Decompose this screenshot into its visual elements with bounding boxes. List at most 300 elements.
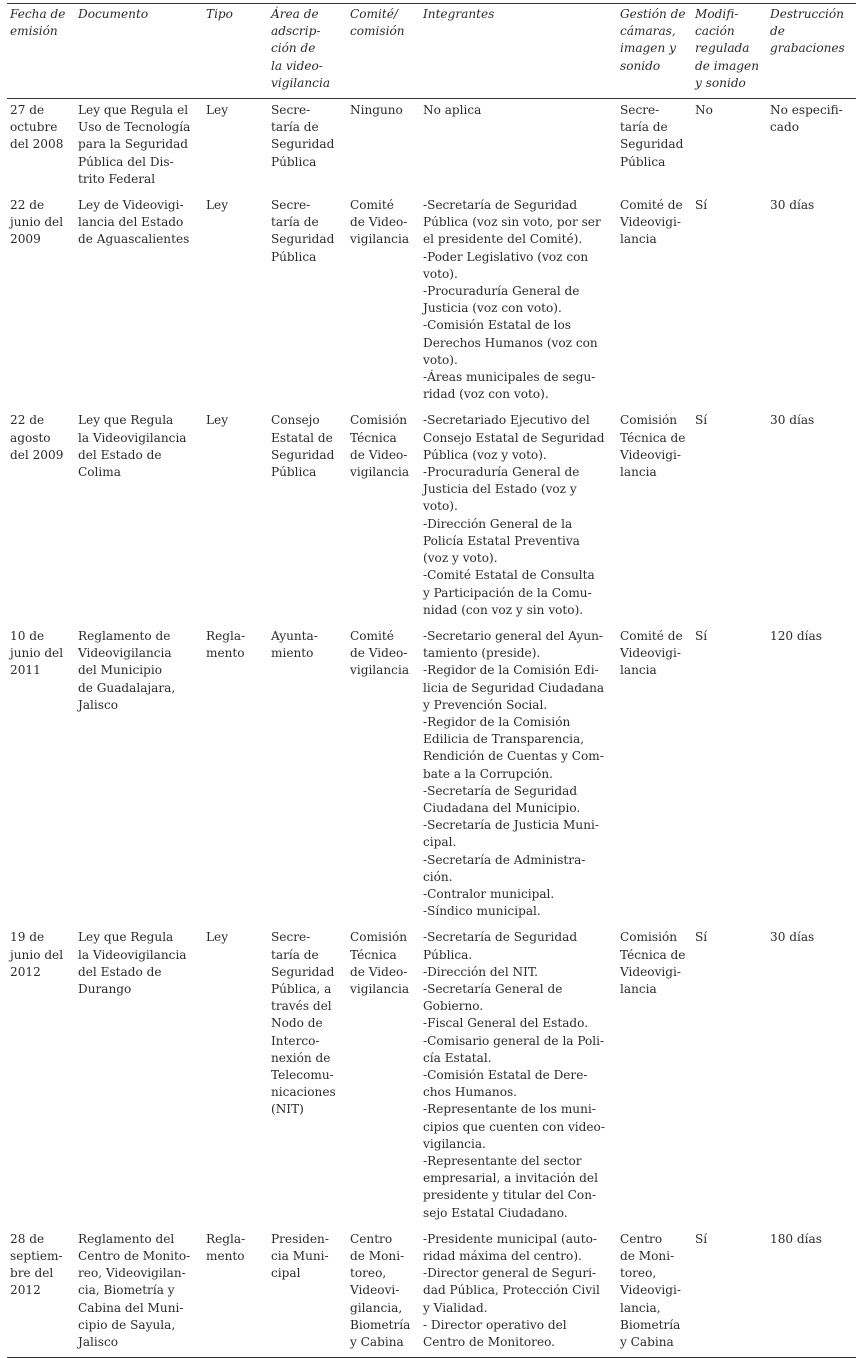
cell-text-line: - Director operativo del [423, 1317, 567, 1332]
cell-text-line: cia Muni- [271, 1249, 329, 1264]
header-text-line: Gestión de [620, 7, 686, 21]
cell-gestion-camaras [617, 194, 692, 409]
header-text-line: Integrantes [423, 7, 495, 21]
cell-text-line: -Áreas municipales de segu- [423, 370, 596, 385]
header-text-line: vigilancia [271, 75, 331, 90]
cell-text-line: junio del [10, 646, 64, 661]
cell-text-line: No aplica [423, 103, 482, 118]
cell-text-line: No especifi- [770, 103, 843, 118]
cell-text-line: Videovi- [350, 1283, 400, 1298]
cell-tipo [203, 926, 268, 1227]
cell-text-line: Centro de Monitoreo. [423, 1335, 556, 1350]
cell-text-line: 2012 [10, 964, 41, 979]
cell-text-line: del Estado de [78, 447, 162, 462]
cell-modificacion-regulada [692, 926, 767, 1227]
table-row [7, 926, 856, 1227]
header-text-line: y sonido [695, 75, 746, 90]
cell-text-line: Ley que Regula [78, 930, 174, 945]
header-text-line: comisión [350, 24, 405, 39]
cell-integrantes [420, 409, 617, 624]
header-text-line: ción de [271, 41, 316, 56]
cell-text-line: lancia, [620, 1300, 661, 1315]
cell-text-line: trito Federal [78, 171, 156, 186]
cell-tipo [203, 99, 268, 195]
cell-tipo [203, 409, 268, 624]
cell-text-line: 22 de [10, 198, 45, 213]
cell-text-line: 30 días [770, 198, 815, 213]
cell-text-line: -Presidente municipal (auto- [423, 1231, 597, 1246]
cell-text-line: Técnica [350, 430, 397, 445]
cell-comite-comision [347, 625, 420, 926]
cell-text-line: y Vialidad. [423, 1300, 488, 1315]
cell-area-adscripcion [268, 625, 347, 926]
cell-text-line: Ciudadana del Municipio. [423, 800, 581, 815]
cell-text-line: Comité de [620, 628, 683, 643]
cell-modificacion-regulada [692, 625, 767, 926]
cell-text-line: 2011 [10, 663, 41, 678]
cell-text-line: Ley [206, 198, 229, 213]
cell-text-line: reo, Videovigilan- [78, 1266, 186, 1281]
table-row [7, 625, 856, 926]
cell-text-line: Técnica de [620, 430, 686, 445]
cell-documento [75, 409, 203, 624]
cell-gestion-camaras [617, 625, 692, 926]
cell-text-line: de Guadalajara, [78, 680, 176, 695]
cell-text-line: -Secretaría General de [423, 981, 563, 996]
cell-text-line: de Moni- [350, 1249, 405, 1264]
cell-text-line: Pública [620, 154, 666, 169]
cell-text-line: el presidente del Comité). [423, 232, 583, 247]
header-text-line: Tipo [206, 7, 233, 21]
cell-text-line: ción. [423, 869, 453, 884]
header-text-line: cación [695, 24, 735, 39]
cell-area-adscripcion [268, 926, 347, 1227]
cell-text-line: tamiento (preside). [423, 646, 541, 661]
cell-text-line: Colima [78, 465, 121, 480]
cell-text-line: taría de [271, 947, 319, 962]
cell-text-line: -Director general de Seguri- [423, 1266, 597, 1281]
cell-area-adscripcion [268, 409, 347, 624]
cell-text-line: lancia [620, 465, 657, 480]
cell-text-line: Seguridad [271, 137, 335, 152]
cell-text-line: Presiden- [271, 1231, 329, 1246]
cell-text-line: -Secretariado Ejecutivo del [423, 413, 590, 428]
cell-text-line: Sí [695, 628, 708, 643]
cell-text-line: ridad máxima del centro). [423, 1249, 582, 1264]
cell-text-line: -Secretaría de Seguridad [423, 198, 578, 213]
cell-text-line: cado [770, 120, 800, 135]
header-text-line: Comité/ [350, 7, 398, 21]
cell-text-line: Regla- [206, 1231, 246, 1246]
cell-text-line: lancia del Estado [78, 215, 184, 230]
cell-text-line: Nodo de [271, 1016, 323, 1031]
cell-text-line: vigilancia [350, 465, 410, 480]
cell-text-line: 19 de [10, 930, 45, 945]
cell-text-line: Videovigi- [620, 447, 681, 462]
cell-text-line: Comité [350, 198, 394, 213]
cell-text-line: Ley de Videovigi- [78, 198, 184, 213]
cell-text-line: nidad (con voz y sin voto). [423, 602, 584, 617]
cell-fecha-emision [7, 1228, 75, 1358]
cell-text-line: Ley [206, 413, 229, 428]
table-row [7, 1228, 856, 1358]
cell-text-line: -Dirección del NIT. [423, 964, 539, 979]
header-text-line: grabaciones [770, 41, 845, 56]
cell-text-line: Videovigi- [620, 215, 681, 230]
cell-text-line: -Representante de los muni- [423, 1102, 596, 1117]
cell-text-line: Secre- [620, 103, 660, 118]
cell-tipo [203, 194, 268, 409]
header-documento [75, 4, 203, 99]
cell-gestion-camaras [617, 926, 692, 1227]
cell-area-adscripcion [268, 194, 347, 409]
cell-integrantes [420, 99, 617, 195]
cell-documento [75, 99, 203, 195]
cell-text-line: Jalisco [78, 697, 119, 712]
header-text-line: Área de [271, 7, 319, 21]
cell-text-line: del 2009 [10, 447, 64, 462]
cell-text-line: Pública [271, 154, 317, 169]
cell-comite-comision [347, 99, 420, 195]
cell-text-line: voto). [423, 352, 458, 367]
cell-text-line: Secre- [271, 198, 311, 213]
cell-documento [75, 625, 203, 926]
cell-text-line: voto). [423, 266, 458, 281]
cell-text-line: nexión de [271, 1050, 331, 1065]
cell-destruccion-grabaciones [767, 409, 856, 624]
cell-text-line: chos Humanos. [423, 1085, 518, 1100]
cell-text-line: del 2008 [10, 137, 64, 152]
cell-destruccion-grabaciones [767, 1228, 856, 1358]
cell-text-line: Uso de Tecnología [78, 120, 191, 135]
header-modificacion-regulada [692, 4, 767, 99]
cell-text-line: Gobierno. [423, 999, 484, 1014]
cell-text-line: lancia [620, 232, 657, 247]
header-text-line: Modifi- [695, 7, 739, 21]
header-integrantes [420, 4, 617, 99]
cell-text-line: Biometría [620, 1317, 681, 1332]
cell-destruccion-grabaciones [767, 625, 856, 926]
cell-text-line: Justicia del Estado (voz y [423, 482, 577, 497]
cell-documento [75, 1228, 203, 1358]
cell-text-line: Pública. [423, 947, 473, 962]
cell-text-line: toreo, [620, 1266, 657, 1281]
cell-text-line: Regla- [206, 628, 246, 643]
header-fecha-emision [7, 4, 75, 99]
cell-text-line: y Participación de la Comu- [423, 585, 592, 600]
table-row [7, 409, 856, 624]
cell-text-line: cía Estatal. [423, 1050, 492, 1065]
cell-text-line: Videovigilancia [78, 646, 172, 661]
cell-text-line: Jalisco [78, 1335, 119, 1350]
cell-text-line: de Video- [350, 215, 408, 230]
cell-destruccion-grabaciones [767, 194, 856, 409]
cell-text-line: Ayunta- [271, 628, 318, 643]
cell-text-line: -Comisario general de la Poli- [423, 1033, 605, 1048]
cell-text-line: lancia [620, 663, 657, 678]
cell-text-line: empresarial, a invitación del [423, 1171, 598, 1186]
cell-text-line: y Cabina [620, 1335, 674, 1350]
cell-text-line: Biometría [350, 1317, 411, 1332]
cell-text-line: Reglamento de [78, 628, 171, 643]
cell-text-line: Sí [695, 930, 708, 945]
cell-comite-comision [347, 1228, 420, 1358]
cell-text-line: y Cabina [350, 1335, 404, 1350]
cell-text-line: taría de [620, 120, 668, 135]
cell-text-line: lancia [620, 981, 657, 996]
header-destruccion-grabaciones [767, 4, 856, 99]
cell-text-line: Sí [695, 413, 708, 428]
cell-text-line: Comisión [350, 413, 408, 428]
cell-text-line: Seguridad [271, 232, 335, 247]
cell-text-line: 22 de [10, 413, 45, 428]
cell-text-line: Centro [620, 1231, 663, 1246]
cell-text-line: -Comité Estatal de Consulta [423, 568, 595, 583]
cell-text-line: ridad (voz con voto). [423, 387, 549, 402]
cell-text-line: Técnica de [620, 947, 686, 962]
cell-text-line: Cabina del Muni- [78, 1300, 184, 1315]
cell-text-line: 180 días [770, 1231, 822, 1246]
header-text-line: Fecha de [10, 7, 66, 21]
cell-text-line: de Moni- [620, 1249, 675, 1264]
cell-text-line: Videovigi- [620, 646, 681, 661]
cell-text-line: 27 de [10, 103, 45, 118]
header-tipo [203, 4, 268, 99]
cell-text-line: cipio de Sayula, [78, 1317, 176, 1332]
cell-text-line: -Representante del sector [423, 1154, 582, 1168]
cell-text-line: dad Pública, Protección Civil [423, 1283, 600, 1298]
cell-text-line: -Secretaría de Justicia Muni- [423, 818, 599, 833]
cell-text-line: la Videovigilancia [78, 430, 187, 445]
header-text-line: cámaras, [620, 24, 676, 39]
cell-text-line: (voz y voto). [423, 551, 498, 566]
cell-text-line: Seguridad [271, 964, 335, 979]
cell-text-line: de Aguascalientes [78, 232, 190, 247]
cell-text-line: Sí [695, 198, 708, 213]
cell-text-line: -Poder Legislativo (voz con [423, 249, 589, 264]
cell-text-line: de Video- [350, 447, 408, 462]
cell-gestion-camaras [617, 99, 692, 195]
cell-text-line: Durango [78, 981, 132, 996]
cell-text-line: través del [271, 999, 332, 1014]
cell-text-line: Comité [350, 628, 394, 643]
cell-text-line: -Procuraduría General de [423, 284, 580, 299]
cell-documento [75, 926, 203, 1227]
cell-text-line: Seguridad [620, 137, 684, 152]
cell-text-line: Telecomu- [271, 1067, 334, 1082]
cell-text-line: Pública del Dis- [78, 154, 174, 169]
cell-text-line: la Videovigilancia [78, 947, 187, 962]
table-row [7, 194, 856, 409]
cell-text-line: bate a la Corrupción. [423, 766, 553, 781]
cell-documento [75, 194, 203, 409]
cell-text-line: Centro [350, 1231, 393, 1246]
header-text-line: imagen y [620, 41, 676, 56]
cell-modificacion-regulada [692, 194, 767, 409]
cell-text-line: Pública, a [271, 981, 332, 996]
header-text-line: Destrucción [770, 7, 844, 21]
cell-text-line: vigilancia [350, 232, 410, 247]
cell-text-line: Ley [206, 930, 229, 945]
cell-text-line: Interco- [271, 1033, 320, 1048]
cell-tipo [203, 1228, 268, 1358]
cell-integrantes [420, 625, 617, 926]
cell-text-line: Pública (voz y voto). [423, 447, 547, 462]
cell-text-line: -Secretaría de Administra- [423, 852, 586, 867]
cell-area-adscripcion [268, 99, 347, 195]
cell-comite-comision [347, 194, 420, 409]
cell-text-line: 2012 [10, 1283, 41, 1298]
cell-fecha-emision [7, 99, 75, 195]
cell-text-line: Comisión [620, 930, 678, 945]
cell-integrantes [420, 926, 617, 1227]
cell-text-line: Seguridad [271, 447, 335, 462]
cell-text-line: de Video- [350, 964, 408, 979]
cell-text-line: miento [271, 646, 314, 661]
cell-text-line: -Procuraduría General de [423, 465, 580, 480]
cell-text-line: Consejo Estatal de Seguridad [423, 430, 605, 445]
cell-text-line: cipal. [423, 835, 457, 850]
header-text-line: Documento [78, 7, 149, 21]
cell-text-line: voto). [423, 499, 458, 514]
cell-text-line: vigilancia [350, 663, 410, 678]
cell-text-line: Pública (voz sin voto, por ser [423, 215, 601, 230]
cell-comite-comision [347, 409, 420, 624]
cell-text-line: cia, Biometría y [78, 1283, 175, 1298]
header-row [7, 4, 856, 99]
cell-text-line: bre del [10, 1266, 54, 1281]
cell-destruccion-grabaciones [767, 926, 856, 1227]
cell-text-line: gilancia, [350, 1300, 403, 1315]
cell-text-line: Comisión [350, 930, 408, 945]
cell-text-line: Videovigi- [620, 1283, 681, 1298]
cell-gestion-camaras [617, 1228, 692, 1358]
cell-text-line: Centro de Monito- [78, 1249, 191, 1264]
header-gestion-camaras [617, 4, 692, 99]
cell-comite-comision [347, 926, 420, 1227]
cell-text-line: nicaciones [271, 1085, 336, 1100]
cell-text-line: Policía Estatal Preventiva [423, 533, 580, 548]
header-text-line: adscrip- [271, 24, 321, 39]
cell-text-line: mento [206, 1249, 245, 1264]
cell-text-line: junio del [10, 215, 64, 230]
cell-text-line: para la Seguridad [78, 137, 189, 152]
cell-text-line: Rendición de Cuentas y Com- [423, 749, 604, 764]
cell-text-line: Técnica [350, 947, 397, 962]
cell-modificacion-regulada [692, 1228, 767, 1358]
cell-tipo [203, 625, 268, 926]
cell-text-line: y Prevención Social. [423, 697, 548, 712]
header-comite-comision [347, 4, 420, 99]
cell-text-line: presidente y titular del Con- [423, 1188, 597, 1203]
cell-modificacion-regulada [692, 409, 767, 624]
cell-text-line: -Secretaría de Seguridad [423, 930, 578, 945]
cell-text-line: Derechos Humanos (voz con [423, 335, 598, 350]
cell-gestion-camaras [617, 409, 692, 624]
cell-text-line: -Comisión Estatal de Dere- [423, 1067, 588, 1082]
cell-text-line: toreo, [350, 1266, 387, 1281]
cell-integrantes [420, 1228, 617, 1358]
cell-text-line: -Secretario general del Ayun- [423, 628, 603, 643]
cell-text-line: agosto [10, 430, 51, 445]
cell-text-line: -Contralor municipal. [423, 886, 555, 901]
cell-text-line: 30 días [770, 413, 815, 428]
cell-text-line: Ley que Regula [78, 413, 174, 428]
cell-text-line: vigilancia. [423, 1136, 486, 1151]
cell-text-line: vigilancia [350, 981, 410, 996]
cell-text-line: Justicia (voz con voto). [423, 301, 562, 316]
cell-text-line: Ley que Regula el [78, 103, 189, 118]
cell-text-line: cipal [271, 1266, 301, 1281]
cell-fecha-emision [7, 194, 75, 409]
cell-text-line: junio del [10, 947, 64, 962]
cell-text-line: 2009 [10, 232, 41, 247]
cell-text-line: octubre [10, 120, 58, 135]
cell-text-line: cipios que cuenten con video- [423, 1119, 605, 1134]
header-text-line: regulada [695, 41, 750, 56]
cell-text-line: Videovigi- [620, 964, 681, 979]
cell-text-line: -Regidor de la Comisión Edi- [423, 663, 599, 678]
header-area-adscripcion [268, 4, 347, 99]
cell-text-line: Pública [271, 465, 317, 480]
cell-text-line: 30 días [770, 930, 815, 945]
cell-text-line: -Regidor de la Comisión [423, 714, 571, 729]
cell-text-line: del Municipio [78, 663, 162, 678]
cell-text-line: Estatal de [271, 430, 333, 445]
cell-text-line: septiem- [10, 1249, 63, 1264]
cell-integrantes [420, 194, 617, 409]
cell-text-line: 28 de [10, 1231, 45, 1246]
cell-text-line: -Síndico municipal. [423, 904, 541, 919]
cell-fecha-emision [7, 625, 75, 926]
cell-text-line: Consejo [271, 413, 320, 428]
cell-text-line: No [695, 103, 713, 118]
cell-text-line: Secre- [271, 930, 311, 945]
header-text-line: emisión [10, 24, 58, 39]
cell-text-line: Comité de [620, 198, 683, 213]
cell-text-line: Pública [271, 249, 317, 264]
cell-text-line: taría de [271, 215, 319, 230]
cell-text-line: Edilicia de Transparencia, [423, 732, 585, 747]
cell-text-line: Comisión [620, 413, 678, 428]
cell-text-line: -Secretaría de Seguridad [423, 783, 578, 798]
cell-text-line: mento [206, 646, 245, 661]
cell-text-line: 120 días [770, 628, 822, 643]
cell-text-line: del Estado de [78, 964, 162, 979]
cell-modificacion-regulada [692, 99, 767, 195]
cell-text-line: taría de [271, 120, 319, 135]
cell-fecha-emision [7, 409, 75, 624]
table-row [7, 99, 856, 195]
table-body [7, 99, 856, 1358]
cell-text-line: (NIT) [271, 1102, 304, 1117]
cell-text-line: licia de Seguridad Ciudadana [423, 680, 605, 695]
header-text-line: sonido [620, 58, 661, 73]
cell-text-line: -Fiscal General del Estado. [423, 1016, 589, 1031]
cell-text-line: Ley [206, 103, 229, 118]
videovigilancia-comparison-table [7, 3, 856, 1358]
cell-text-line: -Dirección General de la [423, 516, 573, 531]
cell-area-adscripcion [268, 1228, 347, 1358]
cell-text-line: -Comisión Estatal de los [423, 318, 571, 333]
cell-fecha-emision [7, 926, 75, 1227]
cell-text-line: de Video- [350, 646, 408, 661]
cell-text-line: 10 de [10, 628, 45, 643]
cell-text-line: Reglamento del [78, 1231, 175, 1246]
header-text-line: la video- [271, 58, 323, 73]
header-text-line: de imagen [695, 58, 759, 73]
cell-text-line: Secre- [271, 103, 311, 118]
